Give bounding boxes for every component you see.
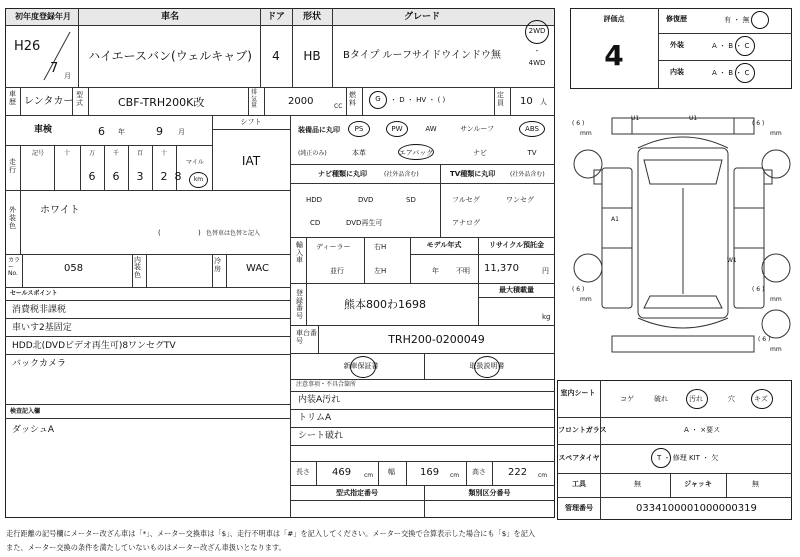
new-warranty: 新車保証書 [343,362,379,370]
tools-label: 工具 [572,480,586,488]
spare-label: スペアタイヤ [558,454,600,462]
tire-rr-mm: mm [770,296,782,303]
exterior-note: 色替車は色替と記入 [206,230,261,237]
doors-value: 4 [272,49,280,63]
model-year-unknown: 不明 [456,267,470,275]
equipment-sub: (純正のみ) [298,150,327,157]
registration-value: 熊本800わ1698 [344,298,426,311]
tools-value: 無 [634,480,641,488]
chassis-value: TRH200-0200049 [388,333,485,346]
chassis-label: 車台番号 [296,329,317,346]
class-no-label: 類別区分番号 [468,489,511,497]
navi-hdd: HDD [306,196,323,204]
interior-grade-value: A ・ B ・ C [712,69,750,77]
seat-tear: 破れ [654,395,668,403]
navi-dvd: DVD [358,196,374,204]
cc-unit: CC [334,103,343,110]
repair-none-circle [751,11,769,29]
sales-point-2: HDD北(DVDビデオ再生可)8ワンセグTV [12,341,176,351]
seat-burn: コゲ [620,395,634,403]
model-year-label: モデル年式 [426,241,462,249]
vehicle-diagram [572,108,792,378]
mileage-label: 走行 [9,158,16,175]
inspector-label: 検査記入欄 [10,408,41,415]
mileage-digit-1: 6 [112,170,120,183]
exterior-grade-value: A ・ B ・ C [712,42,750,50]
footer-line-1: 走行距離の記号欄にメーター改ざん車は「*」、メーター交換車は「$」、走行不明車は「#」を記入してください。メーター交換で合算表示した場合にも「$」を記入 [6,529,536,538]
model-value: CBF-TRH200K改 [118,96,205,109]
color-no-label: カラーNo. [8,257,21,278]
displacement-label: 排気量 [251,89,258,110]
import-parallel: 並行 [330,267,344,275]
exterior-color-label: 外装色 [9,206,16,231]
inspection-month: 9 [156,125,163,138]
usage-value: レンタカー [24,96,74,107]
mileage-digit-4: 8 [174,170,182,183]
manual: 取扱説明書 [469,362,505,370]
tire-fl-bracket: ( 6 ) [572,120,585,127]
recycle-label: リサイクル預託金 [488,241,545,249]
drive-4wd: 4WD [528,59,546,67]
inspection-year: 6 [98,125,105,138]
repair-label: 修復歴 [666,15,687,23]
first-reg-label: 初年度登録年月 [15,12,71,21]
mileage-km: km [193,176,204,183]
length-label: 長さ [296,468,310,476]
first-reg-month: 7 [50,61,59,76]
control-label: 管理番号 [565,504,593,512]
spare-mm: mm [770,346,782,353]
width-cm: cm [450,472,460,479]
exterior-color-value: ホワイト [40,205,80,216]
first-reg-month-unit: 月 [64,72,71,80]
tire-rl-mm: mm [580,296,592,303]
mileage-digit-2: 3 [136,170,144,183]
car-name-label: 車名 [160,12,179,22]
repair-value: 有 ・ 無 [724,16,750,24]
equip-aw: AW [425,125,437,133]
fuel-label: 燃料 [349,91,356,107]
width-label: 幅 [388,468,395,476]
recycle-yen: 円 [542,267,549,275]
mileage-digit-3: 2 [160,170,168,183]
drive-2wd: 2WD [528,27,546,35]
width-value: 169 [420,467,440,478]
seat-dirt: 汚れ [689,395,703,403]
capacity-label: 定員 [497,91,504,107]
aircon-label: 冷房 [214,257,221,273]
tv-analog: アナログ [452,219,480,227]
car-name: ハイエースバン(ウェルキャブ) [88,49,252,63]
damage-u1-left: U1 [631,115,640,122]
import-dealer: ディーラー [316,243,351,251]
equip-tv: TV [527,149,537,157]
equip-ps: PS [354,125,364,133]
control-value: 0334100001000000319 [636,503,757,514]
spare-bracket: ( 6 ) [758,336,771,343]
length-value: 469 [332,467,352,478]
exterior-note-close: ) [198,229,201,237]
aircon-value: WAC [246,263,269,274]
seat-hole: 穴 [728,395,735,403]
interior-grade-label: 内装 [670,68,684,76]
import-left: 左H [374,267,387,275]
jack-label: ジャッキ [684,480,712,488]
note-2: シート破れ [298,431,344,441]
model-year-unit: 年 [432,267,439,275]
damage-a1: A1 [611,216,619,223]
interior-color-label: 内装色 [134,256,141,279]
notes-label: 注意事項・不具合箇所 [296,381,357,388]
max-load-kg: kg [542,313,551,321]
interior-b-circle [735,63,755,83]
equipment-label: 装備品に丸印 [298,126,340,134]
grade-value: Bタイプ ルーフサイドウインドウ無 [342,50,502,61]
exterior-note-open: ( [158,229,161,237]
mileage-unit-5: マイル [186,159,204,166]
score-value: 4 [604,39,624,72]
navi-sd: SD [406,196,416,204]
inspection-month-unit: 月 [178,128,185,136]
tv-sub: (社外品含む) [510,171,545,178]
score-label: 評価点 [603,15,625,23]
footer-line-2: また、メーター交換の条件を満たしていないものはメーター改ざん車扱いとなります。 [6,543,286,552]
mileage-unit-3: 百 [136,150,143,157]
mileage-unit-4: 十 [160,150,167,157]
shape-label: 形状 [302,12,321,22]
max-load-label: 最大積載量 [499,286,534,294]
usage-label: 車歴 [9,90,16,106]
mileage-sign-label: 記号 [32,150,45,157]
shift-label: シフト [240,118,262,126]
equip-navi: ナビ [473,149,487,157]
damage-u1-right: U1 [689,115,698,122]
shape-value: HB [303,49,321,63]
type-spec-label: 型式指定番号 [336,489,378,497]
capacity-value: 10 [520,96,533,107]
note-1: トリムA [298,413,332,423]
color-no-value: 058 [64,263,84,274]
displacement-value: 2000 [288,96,314,107]
exterior-grade-label: 外装 [670,41,684,49]
inspector-item-0: ダッシュA [12,425,54,435]
tire-rl-bracket: ( 6 ) [572,286,585,293]
navi-dvd-play: DVD再生可 [346,219,383,227]
capacity-unit: 人 [540,98,547,106]
seat-label: 室内シート [560,389,596,397]
sales-point-1: 車いす2基固定 [12,323,72,333]
model-label: 型式 [76,91,83,107]
mileage-unit-0: 十 [63,150,70,157]
damage-w1: W1 [727,257,737,264]
sales-points-label: セールスポイント [10,290,58,297]
navi-sub: (社外品含む) [384,171,419,178]
glass-value: A ・ ×要ス [684,426,721,434]
recycle-value: 11,370 [484,263,519,274]
inspection-label: 車検 [34,125,53,135]
sales-point-3: バックカメラ [12,359,67,369]
tv-label: TV種類に丸印 [450,170,496,178]
fuel-options: ・ D ・ HV ・ ( ) [390,96,446,104]
tire-rr-bracket: ( 6 ) [752,286,765,293]
registration-label: 登録番号 [296,289,303,321]
equip-pw: PW [391,125,403,133]
mileage-unit-1: 万 [88,150,95,157]
mileage-unit-2: 千 [112,150,119,157]
seat-scratch: キズ [754,395,768,403]
tv-oneseg: ワンセグ [506,196,534,204]
equip-airbag: エアバック [398,149,434,157]
tv-fullseg: フルセグ [452,196,480,204]
mileage-digit-0: 6 [88,170,96,183]
tire-fl-mm: mm [580,130,592,137]
tire-fr-mm: mm [770,130,782,137]
note-0: 内装A汚れ [298,395,341,405]
import-label: 輸入車 [296,241,303,265]
fuel-g: G [375,95,381,103]
shift-value: IAT [241,154,261,168]
exterior-b-circle [735,36,755,56]
navi-label: ナビ種類に丸印 [318,170,367,178]
sales-point-0: 消費税非課税 [12,305,67,315]
main-form [5,8,555,518]
equip-abs: ABS [525,125,539,133]
navi-cd: CD [310,219,321,227]
door-label: ドア [267,12,285,22]
equip-leather: 本革 [352,149,366,157]
equip-sunroof: サンルーフ [459,125,495,133]
first-reg-year: H26 [14,39,41,54]
inspection-year-unit: 年 [118,128,125,136]
drive-dot: ・ [533,47,541,55]
import-right: 右H [374,243,387,251]
height-label: 高さ [472,468,486,476]
spare-value: T ・ 修理 KIT ・ 欠 [657,454,719,462]
height-cm: cm [538,472,548,479]
glass-label: フロントガラス [558,426,607,434]
height-value: 222 [508,467,528,478]
length-cm: cm [364,472,374,479]
tire-fr-bracket: ( 6 ) [752,120,765,127]
jack-value: 無 [752,480,759,488]
grade-label: グレード [403,12,440,22]
